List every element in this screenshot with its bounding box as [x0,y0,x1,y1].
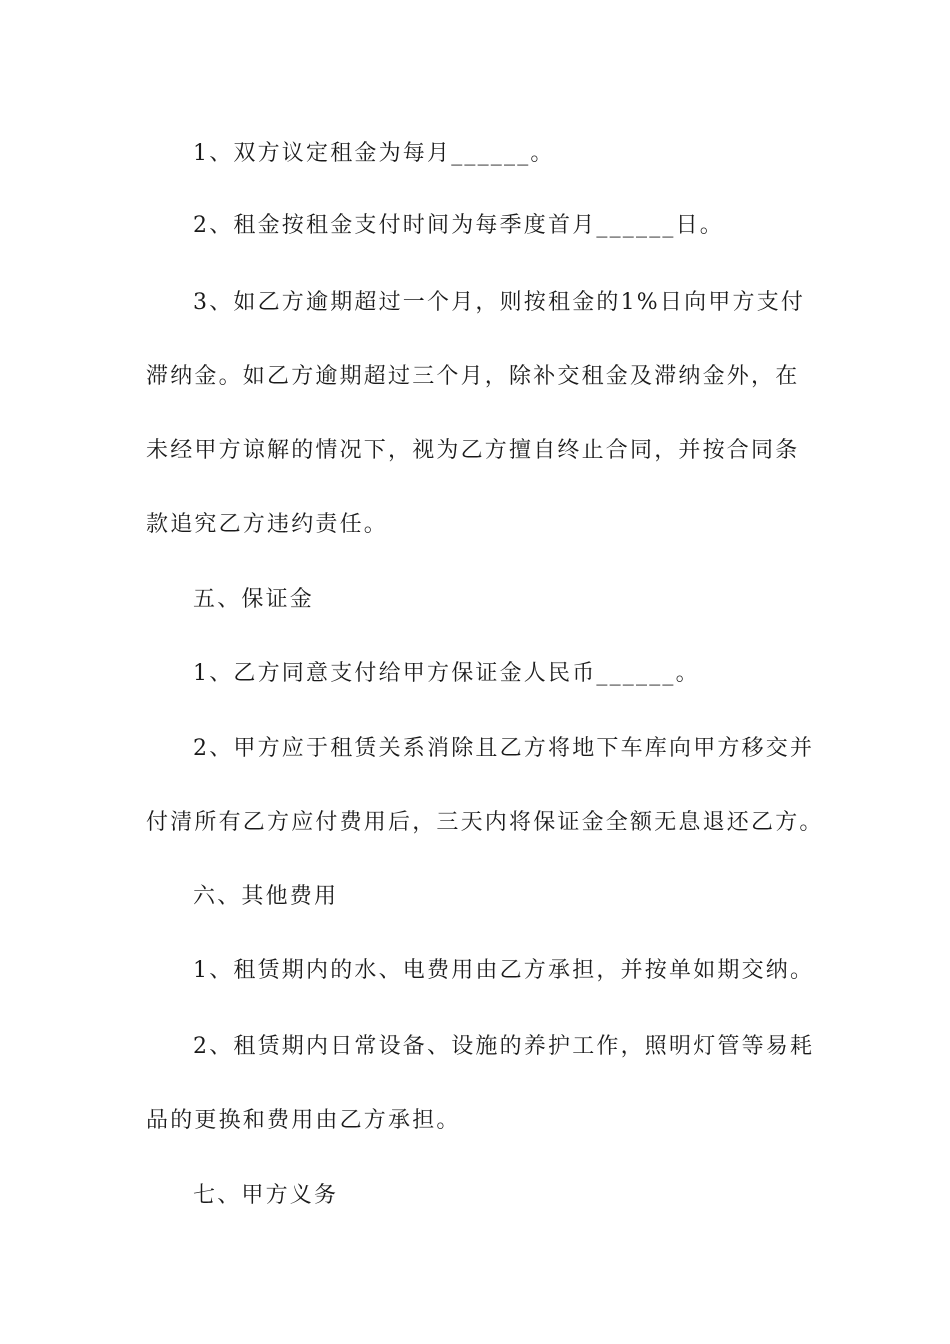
deposit-clause-1: 1、乙方同意支付给甲方保证金人民币______。 [193,661,700,686]
section-heading-other-fees: 六、其他费用 [193,884,339,909]
rent-clause-3-line-4: 款追究乙方违约责任。 [146,512,389,537]
rent-clause-3-line-2: 滞纳金。如乙方逾期超过三个月，除补交租金及滞纳金外，在 [146,364,800,389]
fees-clause-2-line-1: 2、租赁期内日常设备、设施的养护工作，照明灯管等易耗 [193,1034,815,1059]
fees-clause-1: 1、租赁期内的水、电费用由乙方承担，并按单如期交纳。 [193,958,815,983]
rent-clause-3-line-3: 未经甲方谅解的情况下，视为乙方擅自终止合同，并按合同条 [146,438,800,463]
rent-clause-2: 2、租金按租金支付时间为每季度首月______日。 [193,213,724,238]
section-heading-deposit: 五、保证金 [193,587,315,612]
fees-clause-2-line-2: 品的更换和费用由乙方承担。 [146,1108,461,1133]
deposit-clause-2-line-1: 2、甲方应于租赁关系消除且乙方将地下车库向甲方移交并 [193,736,815,761]
section-heading-party-a-obligations: 七、甲方义务 [193,1183,339,1208]
rent-clause-3-line-1: 3、如乙方逾期超过一个月，则按租金的1%日向甲方支付 [193,290,806,315]
deposit-clause-2-line-2: 付清所有乙方应付费用后，三天内将保证金全额无息退还乙方。 [146,810,824,835]
rent-clause-1: 1、双方议定租金为每月______。 [193,141,555,166]
